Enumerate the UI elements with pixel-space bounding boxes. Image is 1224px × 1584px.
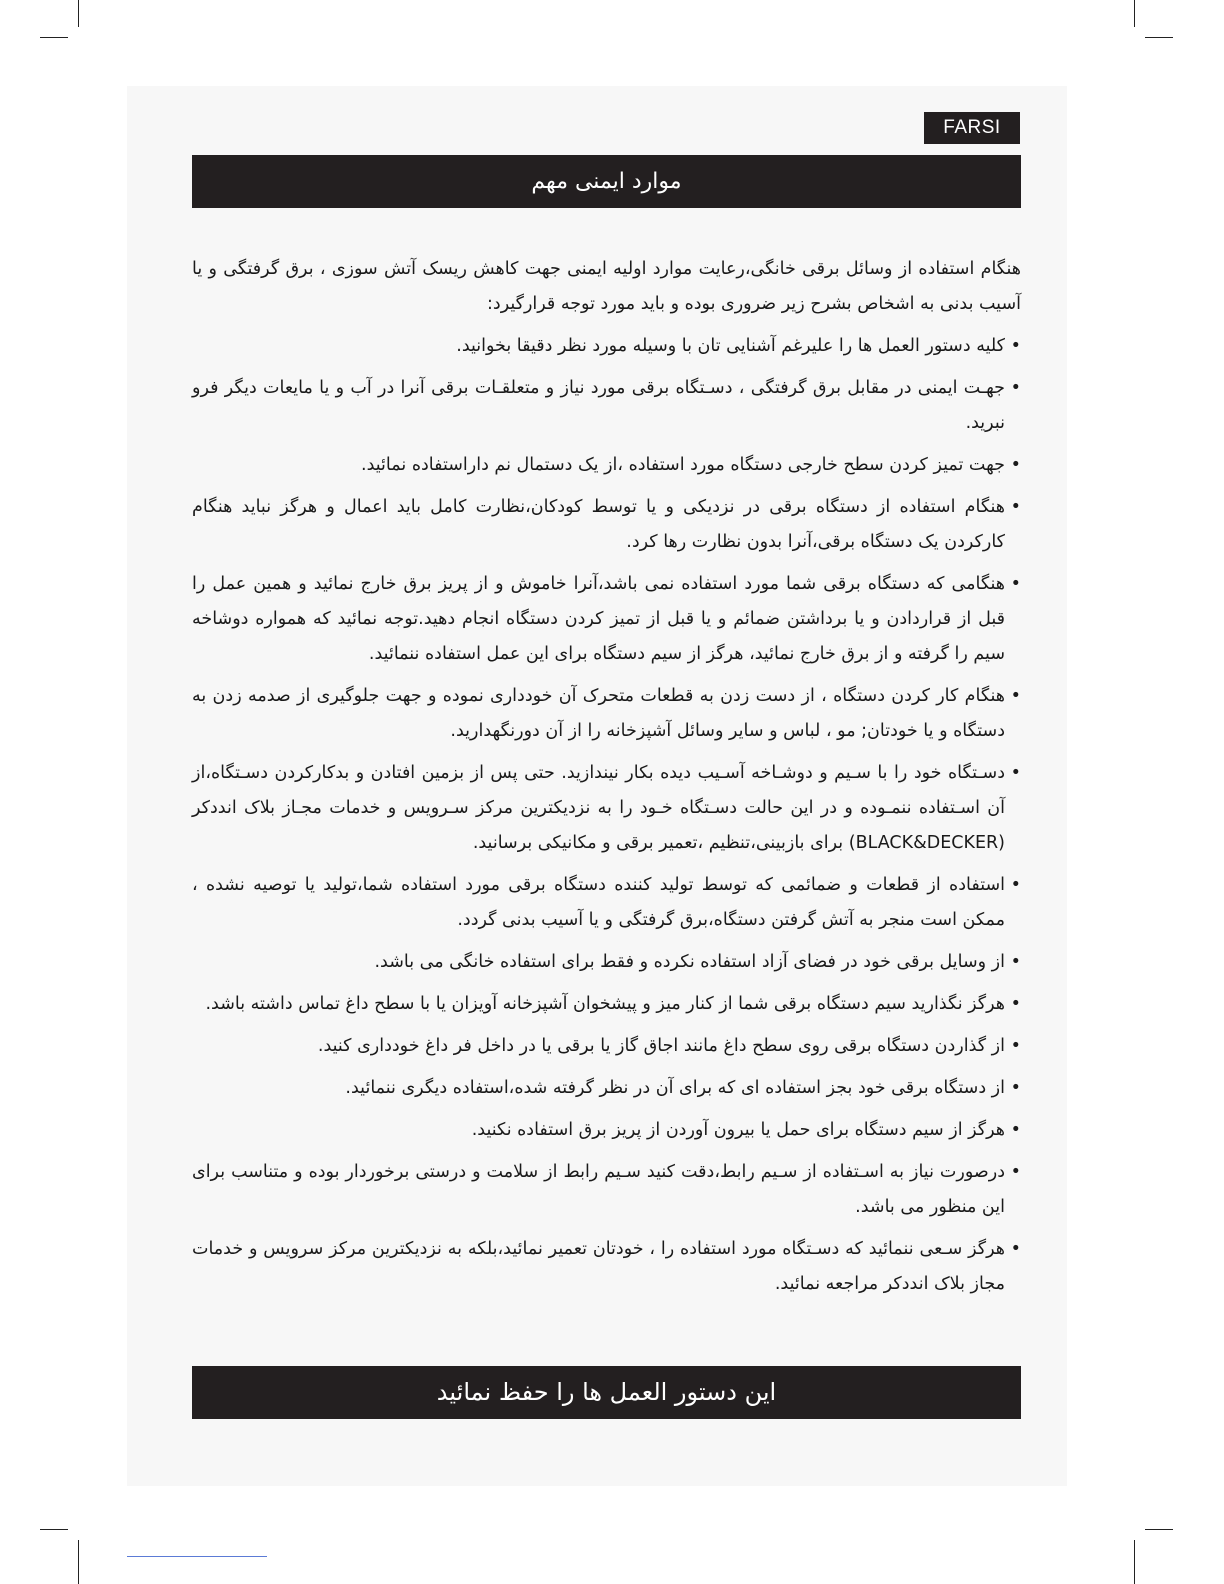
footer-divider <box>127 1556 267 1557</box>
safety-rule: • استفاده از قطعات و ضمائمی که توسط تولید کننده دستگاه برقی مورد استفاده شما،تولید یا توصیه نشده ، ممکن است منجر به آتش گرفتن دستگاه،برق گرفتگی و یا آسیب بدنی گردد. <box>192 868 1021 938</box>
crop-mark <box>40 37 68 38</box>
language-tag: FARSI <box>924 112 1020 144</box>
safety-rule: • از گذاردن دستگاه برقی روی سطح داغ مانند اجاق گاز یا برقی یا در داخل فر داغ خودداری کنید. <box>192 1029 1021 1064</box>
crop-mark <box>1145 1529 1173 1530</box>
crop-mark <box>78 1540 79 1584</box>
safety-rule: • از وسایل برقی خود در فضای آزاد استفاده نکرده و فقط برای استفاده خانگی می باشد. <box>192 945 1021 980</box>
crop-mark <box>40 1529 68 1530</box>
safety-rule: • هنگام کار کردن دستگاه ، از دست زدن به قطعات متحرک آن خودداری نموده و جهت جلوگیری از صدمه زدن به دستگاه و یا خودتان; مو ، لباس و سایر وسائل آشپزخانه را از آن دورنگهدارید. <box>192 679 1021 749</box>
crop-mark <box>78 0 79 27</box>
section-title-bar: موارد ایمنی مهم <box>192 155 1021 208</box>
crop-mark <box>1134 1540 1135 1584</box>
intro-paragraph: هنگام استفاده از وسائل برقی خانگی،رعایت موارد اولیه ایمنی جهت کاهش ریسک آتش سوزی ، برق گرفتگی و یا آسیب بدنی به اشخاص بشرح زیر ضروری بوده و باید مورد توجه قرارگیرد: <box>192 259 1021 314</box>
safety-rule: • درصورت نیاز به اسـتفاده از سـیم رابط،دقت کنید سـیم رابط از سلامت و درستی برخوردار بوده و متناسب برای این منظور می باشد. <box>192 1155 1021 1225</box>
safety-rules-list <box>192 329 1021 1302</box>
safety-rule: • جهـت ایمنی در مقابل برق گرفتگی ، دسـتگاه برقی مورد نیاز و متعلقـات برقی آنرا در آب و یا مایعات دیگر فرو نبرید. <box>192 371 1021 441</box>
safety-rule: • هنگام استفاده از دستگاه برقی در نزدیکی و یا توسط کودکان،نظارت کامل باید اعمال و هرگز نباید هنگام کارکردن یک دستگاه برقی،آنرا بدون نظارت رها کرد. <box>192 490 1021 560</box>
safety-rule: • هرگز نگذارید سیم دستگاه برقی شما از کنار میز و پیشخوان آشپزخانه آویزان یا با سطح داغ تماس داشته باشد. <box>192 987 1021 1022</box>
safety-rule: • دسـتگاه خود را با سـیم و دوشـاخه آسـیب دیده بکار نیندازید. حتی پس از بزمین افتادن و بدکارکردن دسـتگاه،از آن اسـتفاده ننمـوده و در این حالت دسـتگاه خـود را به نزدیکترین مرکز سـرویس و خدمات مجـاز بلاک انددکر (BLACK&DECKER) برای بازبینی،تنظیم ،تعمیر برقی و مکانیکی برسانید. <box>192 756 1021 861</box>
footer-title-bar: این دستور العمل ها را حفظ نمائید <box>192 1366 1021 1419</box>
safety-rule: • کلیه دستور العمل ها را علیرغم آشنایی تان با وسیله مورد نظر دقیقا بخوانید. <box>192 329 1021 364</box>
crop-mark <box>1134 0 1135 27</box>
crop-mark <box>1145 37 1173 38</box>
safety-rule: • جهت تمیز کردن سطح خارجی دستگاه مورد استفاده ،از یک دستمال نم داراستفاده نمائید. <box>192 448 1021 483</box>
safety-rule: • هرگز از سیم دستگاه برای حمل یا بیرون آوردن از پریز برق استفاده نکنید. <box>192 1113 1021 1148</box>
safety-rule: • از دستگاه برقی خود بجز استفاده ای که برای آن در نظر گرفته شده،استفاده دیگری ننمائید. <box>192 1071 1021 1106</box>
safety-rule: • هنگامی که دستگاه برقی شما مورد استفاده نمی باشد،آنرا خاموش و از پریز برق خارج نمائید و همین عمل را قبل از قراردادن و یا برداشتن ضمائم و یا قبل از تمیز کردن دستگاه انجام دهید.توجه نمائید که همواره دوشاخه سیم را گرفته و از برق خارج نمائید، هرگز از سیم دستگاه برای این عمل استفاده ننمائید. <box>192 567 1021 672</box>
safety-content <box>192 252 1021 1309</box>
safety-rule: • هرگز سـعی ننمائید که دسـتگاه مورد استفاده را ، خودتان تعمیر نمائید،بلکه به نزدیکترین مرکز سرویس و خدمات مجاز بلاک انددکر مراجعه نمائید. <box>192 1232 1021 1302</box>
